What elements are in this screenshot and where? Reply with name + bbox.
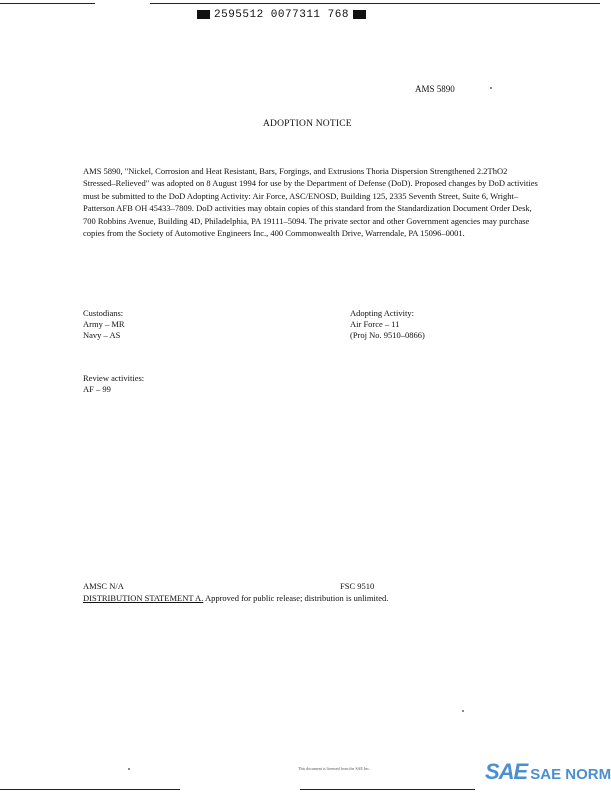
distribution-text: Approved for public release; distribution is unlimited. [203, 593, 389, 603]
scan-speck [128, 768, 130, 770]
scan-speck [462, 710, 464, 712]
custodian-line: Army – MR [83, 319, 125, 330]
sae-norm-logo [485, 759, 611, 785]
top-rule-left [0, 3, 95, 4]
bottom-rule-right [300, 789, 475, 790]
body-paragraph [83, 165, 538, 239]
barcode-number: 2595512 0077311 768 [214, 9, 349, 21]
bottom-rule-left [0, 789, 180, 790]
review-activities-block [83, 373, 144, 395]
barcode-line [197, 9, 366, 21]
custodians-heading: Custodians: [83, 308, 124, 318]
scan-speck [490, 87, 492, 89]
sae-norm-logo-text: SAE NORM [530, 766, 611, 783]
top-rule-right [150, 3, 600, 4]
document-number: AMS 5890 [415, 84, 455, 94]
fsc-code: FSC 9510 [340, 581, 375, 591]
footer-license-note: This document is licensed from the SAE Inc. [298, 766, 370, 771]
notice-title: ADOPTION NOTICE [263, 119, 352, 129]
sae-logo-icon: SAE [485, 759, 528, 784]
custodian-line: Navy – AS [83, 330, 121, 341]
adopting-activity-heading: Adopting Activity: [350, 308, 414, 318]
amsc-code: AMSC N/A [83, 581, 124, 591]
adopting-activity-line: Air Force – 11 [350, 319, 400, 330]
adopting-activity-block [350, 308, 425, 342]
review-activity-line: AF – 99 [83, 384, 111, 395]
adopting-activity-line: (Proj No. 9510–0866) [350, 330, 425, 341]
distribution-label: DISTRIBUTION STATEMENT A. [83, 593, 204, 603]
distribution-statement [83, 593, 388, 603]
custodians-block [83, 308, 125, 342]
body-paragraph-text: AMS 5890, "Nickel, Corrosion and Heat Resistant, Bars, Forgings, and Extrusions Thoria Dispersion Strengthened 2.2ThO2 Stressed–Relieved" was adopted on 8 August 1994 for use by the Department of Defense (DoD). Proposed changes by DoD activities must be submitted to the DoD Adopting Activity: Air Force, ASC/ENOSD, Building 125, 2335 Seventh Street, Suite 6, Wright–Patterson AFB OH 45433–7809. DoD activities may obtain copies of this standard from the Standardization Document Order Desk, 700 Robbins Avenue, Building 4D, Philadelphia, PA 19111–5094. The private sector and other Government agencies may purchase copies from the Society of Automotive Engineers Inc., 400 Commonwealth Drive, Warrendale, PA 15096–0001. [83, 166, 538, 239]
review-activities-heading: Review activities: [83, 373, 145, 383]
barcode-block-icon [197, 10, 210, 19]
barcode-block-icon [353, 10, 366, 19]
